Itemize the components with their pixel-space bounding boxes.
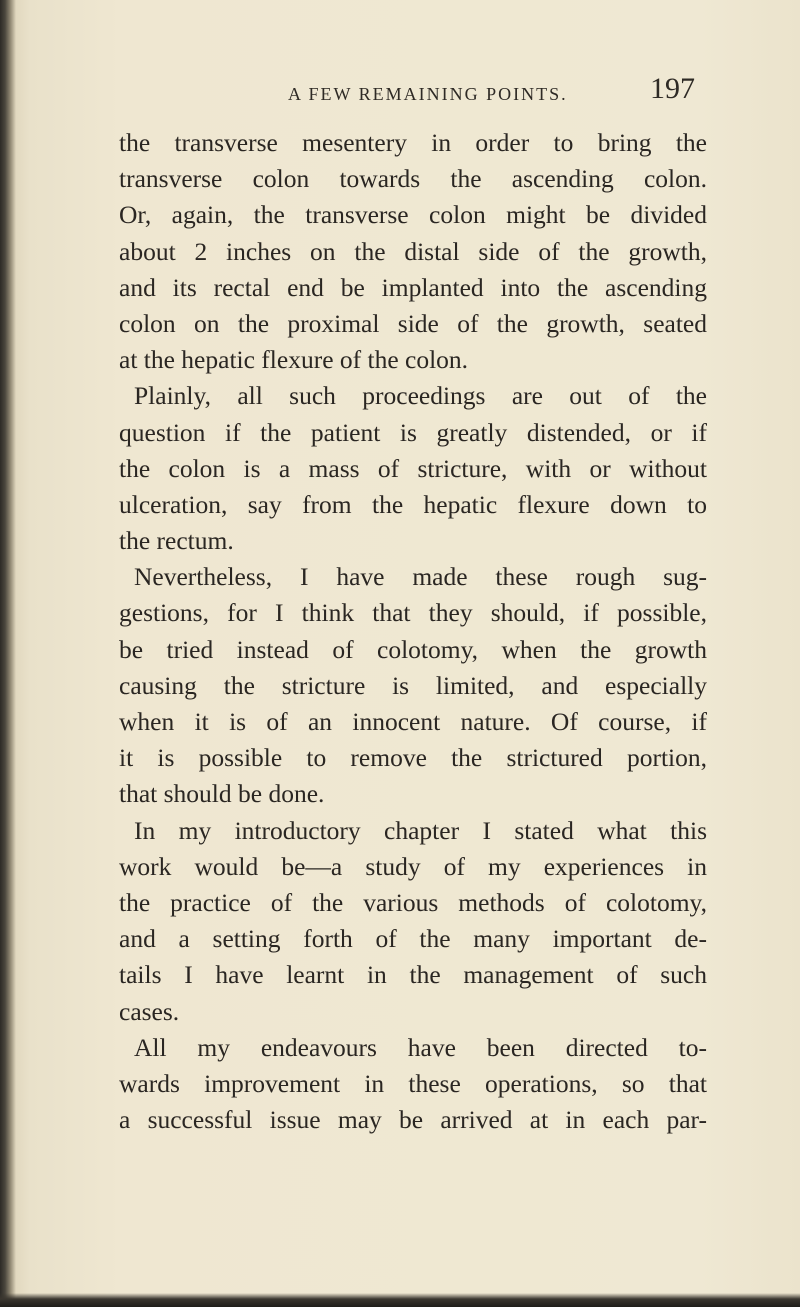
text-line: work would be—a study of my experiences in: [119, 851, 707, 881]
text-line: causing the stricture is limited, and especially: [119, 670, 707, 700]
text-line: colon on the proximal side of the growth, seated: [119, 308, 707, 338]
text-line: wards improvement in these operations, so that: [119, 1068, 707, 1098]
page-bottom-edge: [0, 1293, 800, 1307]
page-binding-edge: [0, 0, 16, 1307]
text-line: tails I have learnt in the management of such: [119, 960, 707, 990]
page-number: 197: [650, 72, 695, 105]
text-line: be tried instead of colotomy, when the growth: [119, 634, 707, 664]
text-line: Or, again, the transverse colon might be divided: [119, 200, 707, 230]
text-line: cases.: [119, 996, 180, 1026]
text-line: question if the patient is greatly distended, or if: [119, 417, 707, 447]
text-line: and its rectal end be implanted into the ascending: [119, 272, 707, 302]
text-line: the practice of the various methods of colotomy,: [119, 887, 707, 917]
text-line: ulceration, say from the hepatic flexure down to: [119, 489, 707, 519]
body-text: [119, 125, 707, 1138]
text-line: that should be done.: [119, 779, 325, 809]
paragraph-first-line: Plainly, all such proceedings are out of the: [134, 381, 707, 411]
text-line: it is possible to remove the strictured portion,: [119, 743, 707, 773]
text-line: the transverse mesentery in order to bring the: [119, 128, 707, 157]
text-line: at the hepatic flexure of the colon.: [119, 345, 469, 375]
running-head: A FEW REMAINING POINTS.: [288, 84, 568, 104]
paragraph-first-line: Nevertheless, I have made these rough sug-: [134, 562, 707, 592]
text-line: about 2 inches on the distal side of the growth,: [119, 236, 707, 266]
text-line: and a setting forth of the many important de-: [119, 924, 707, 954]
paragraph-first-line: In my introductory chapter I stated what this: [134, 815, 707, 845]
text-line: gestions, for I think that they should, if possible,: [119, 598, 707, 628]
text-line: transverse colon towards the ascending colon.: [119, 164, 707, 194]
text-line: the rectum.: [119, 526, 234, 556]
text-line: when it is of an innocent nature. Of course, if: [119, 707, 707, 736]
text-line: a successful issue may be arrived at in each par-: [119, 1105, 707, 1135]
text-line: the colon is a mass of stricture, with or without: [119, 453, 707, 483]
paragraph-first-line: All my endeavours have been directed to-: [134, 1032, 707, 1062]
